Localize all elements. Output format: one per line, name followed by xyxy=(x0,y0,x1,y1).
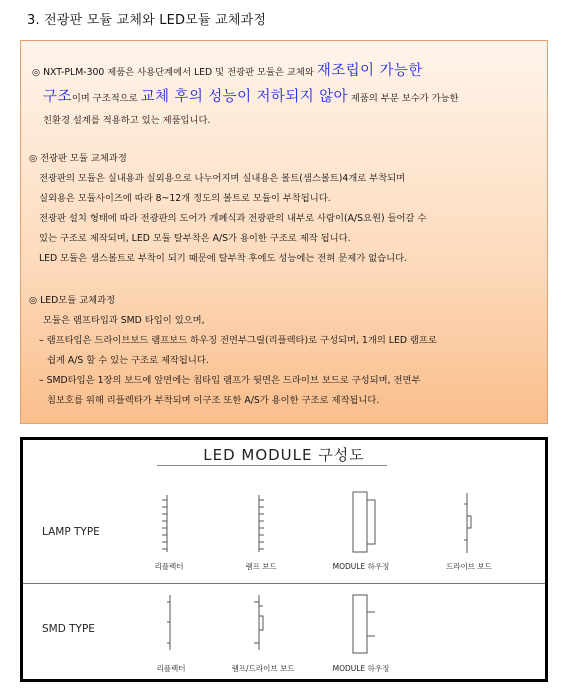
section1-line: 전광판의 모듈은 실내용과 실외용으로 나누어지며 실내용은 볼트(샘스볼트)4개로 부착되며 xyxy=(39,173,406,184)
smd-housing-drawing xyxy=(353,595,375,653)
section2-line: – SMD타입은 1장의 보드에 앞면에는 칩타입 램프가 뒷면은 드라이브 보드로 구성되며, 전면부 xyxy=(39,375,421,386)
intro-highlight: 교체 후의 성능이 저하되지 않아 xyxy=(140,89,348,105)
lamp-caption-housing: MODULE 하우징 xyxy=(332,562,390,571)
lamp-housing-drawing xyxy=(353,492,375,552)
lamp-drive-board-drawing xyxy=(464,493,471,553)
intro-highlight: 구조 xyxy=(43,89,72,105)
section1-title: ◎ 전광판 모듈 교체과정 xyxy=(29,153,127,164)
diagram-title: LED MODULE 구성도 xyxy=(203,446,365,464)
lamp-reflector-drawing xyxy=(162,495,167,552)
intro-text: 제품의 부분 보수가 가능한 xyxy=(347,93,459,104)
section1-line: 있는 구조로 제작되며, LED 모듈 탈부착은 A/S가 용이한 구조로 제작 됩니다. xyxy=(39,233,351,244)
section2-line: 모듈은 램프타입과 SMD 타입이 있으며, xyxy=(43,315,205,326)
section1-line: 실외용은 모듈사이즈에 따라 8~12개 정도의 볼트로 모듈이 부착됩니다. xyxy=(39,193,331,204)
lamp-board-drawing xyxy=(259,495,264,552)
section2-line: 쉽게 A/S 할 수 있는 구조로 제작됩니다. xyxy=(47,355,209,366)
section2-line: – 램프타입은 드라이브보드 램프보드 하우징 전면부그릴(리플렉타)로 구성되며, 1개의 LED 램프로 xyxy=(39,335,437,346)
smd-type-label: SMD TYPE xyxy=(42,623,95,635)
intro-line-3: 친환경 설계를 적용하고 있는 제품입니다. xyxy=(43,115,211,126)
intro-line-1 xyxy=(32,61,423,83)
intro-text: ◎ NXT-PLM-300 제품은 사용단계에서 LED 및 전광판 모듈은 교체와 xyxy=(32,67,317,78)
section2-title: ◎ LED모듈 교체과정 xyxy=(29,295,116,306)
led-module-diagram xyxy=(20,437,548,682)
lamp-caption-lamp-board: 램프 보드 xyxy=(245,562,277,571)
smd-caption-housing: MODULE 하우징 xyxy=(332,664,390,673)
lamp-caption-drive-board: 드라이브 보드 xyxy=(446,562,492,571)
smd-board-drawing xyxy=(254,595,263,650)
section2-line: 침보호를 위해 리플렉타가 부착되며 이구조 또한 A/S가 용이한 구조로 제작됩니다. xyxy=(47,395,380,406)
lamp-type-label: LAMP TYPE xyxy=(42,526,100,538)
smd-caption-board: 램프/드라이브 보드 xyxy=(231,664,295,673)
component-drawings xyxy=(23,440,545,679)
section1-line: LED 모듈은 샘스볼트로 부착이 되기 때문에 탈부착 후에도 성능에는 전혀 문제가 없습니다. xyxy=(39,253,408,264)
smd-caption-reflector: 리플렉터 xyxy=(156,664,186,673)
intro-text: 이며 구조적으로 xyxy=(71,93,141,104)
intro-line-2 xyxy=(43,87,459,109)
section1-line: 전광판 설치 형태에 따라 전광판의 도어가 개폐식과 전광판의 내부로 사람이(A/S요원) 들어갈 수 xyxy=(39,213,427,224)
lamp-caption-reflector: 리플렉터 xyxy=(154,562,184,571)
section-heading: 3. 전광판 모듈 교체와 LED모듈 교체과정 xyxy=(27,13,267,28)
description-panel xyxy=(20,40,548,424)
smd-reflector-drawing xyxy=(167,595,170,650)
intro-highlight: 재조립이 가능한 xyxy=(316,63,423,79)
